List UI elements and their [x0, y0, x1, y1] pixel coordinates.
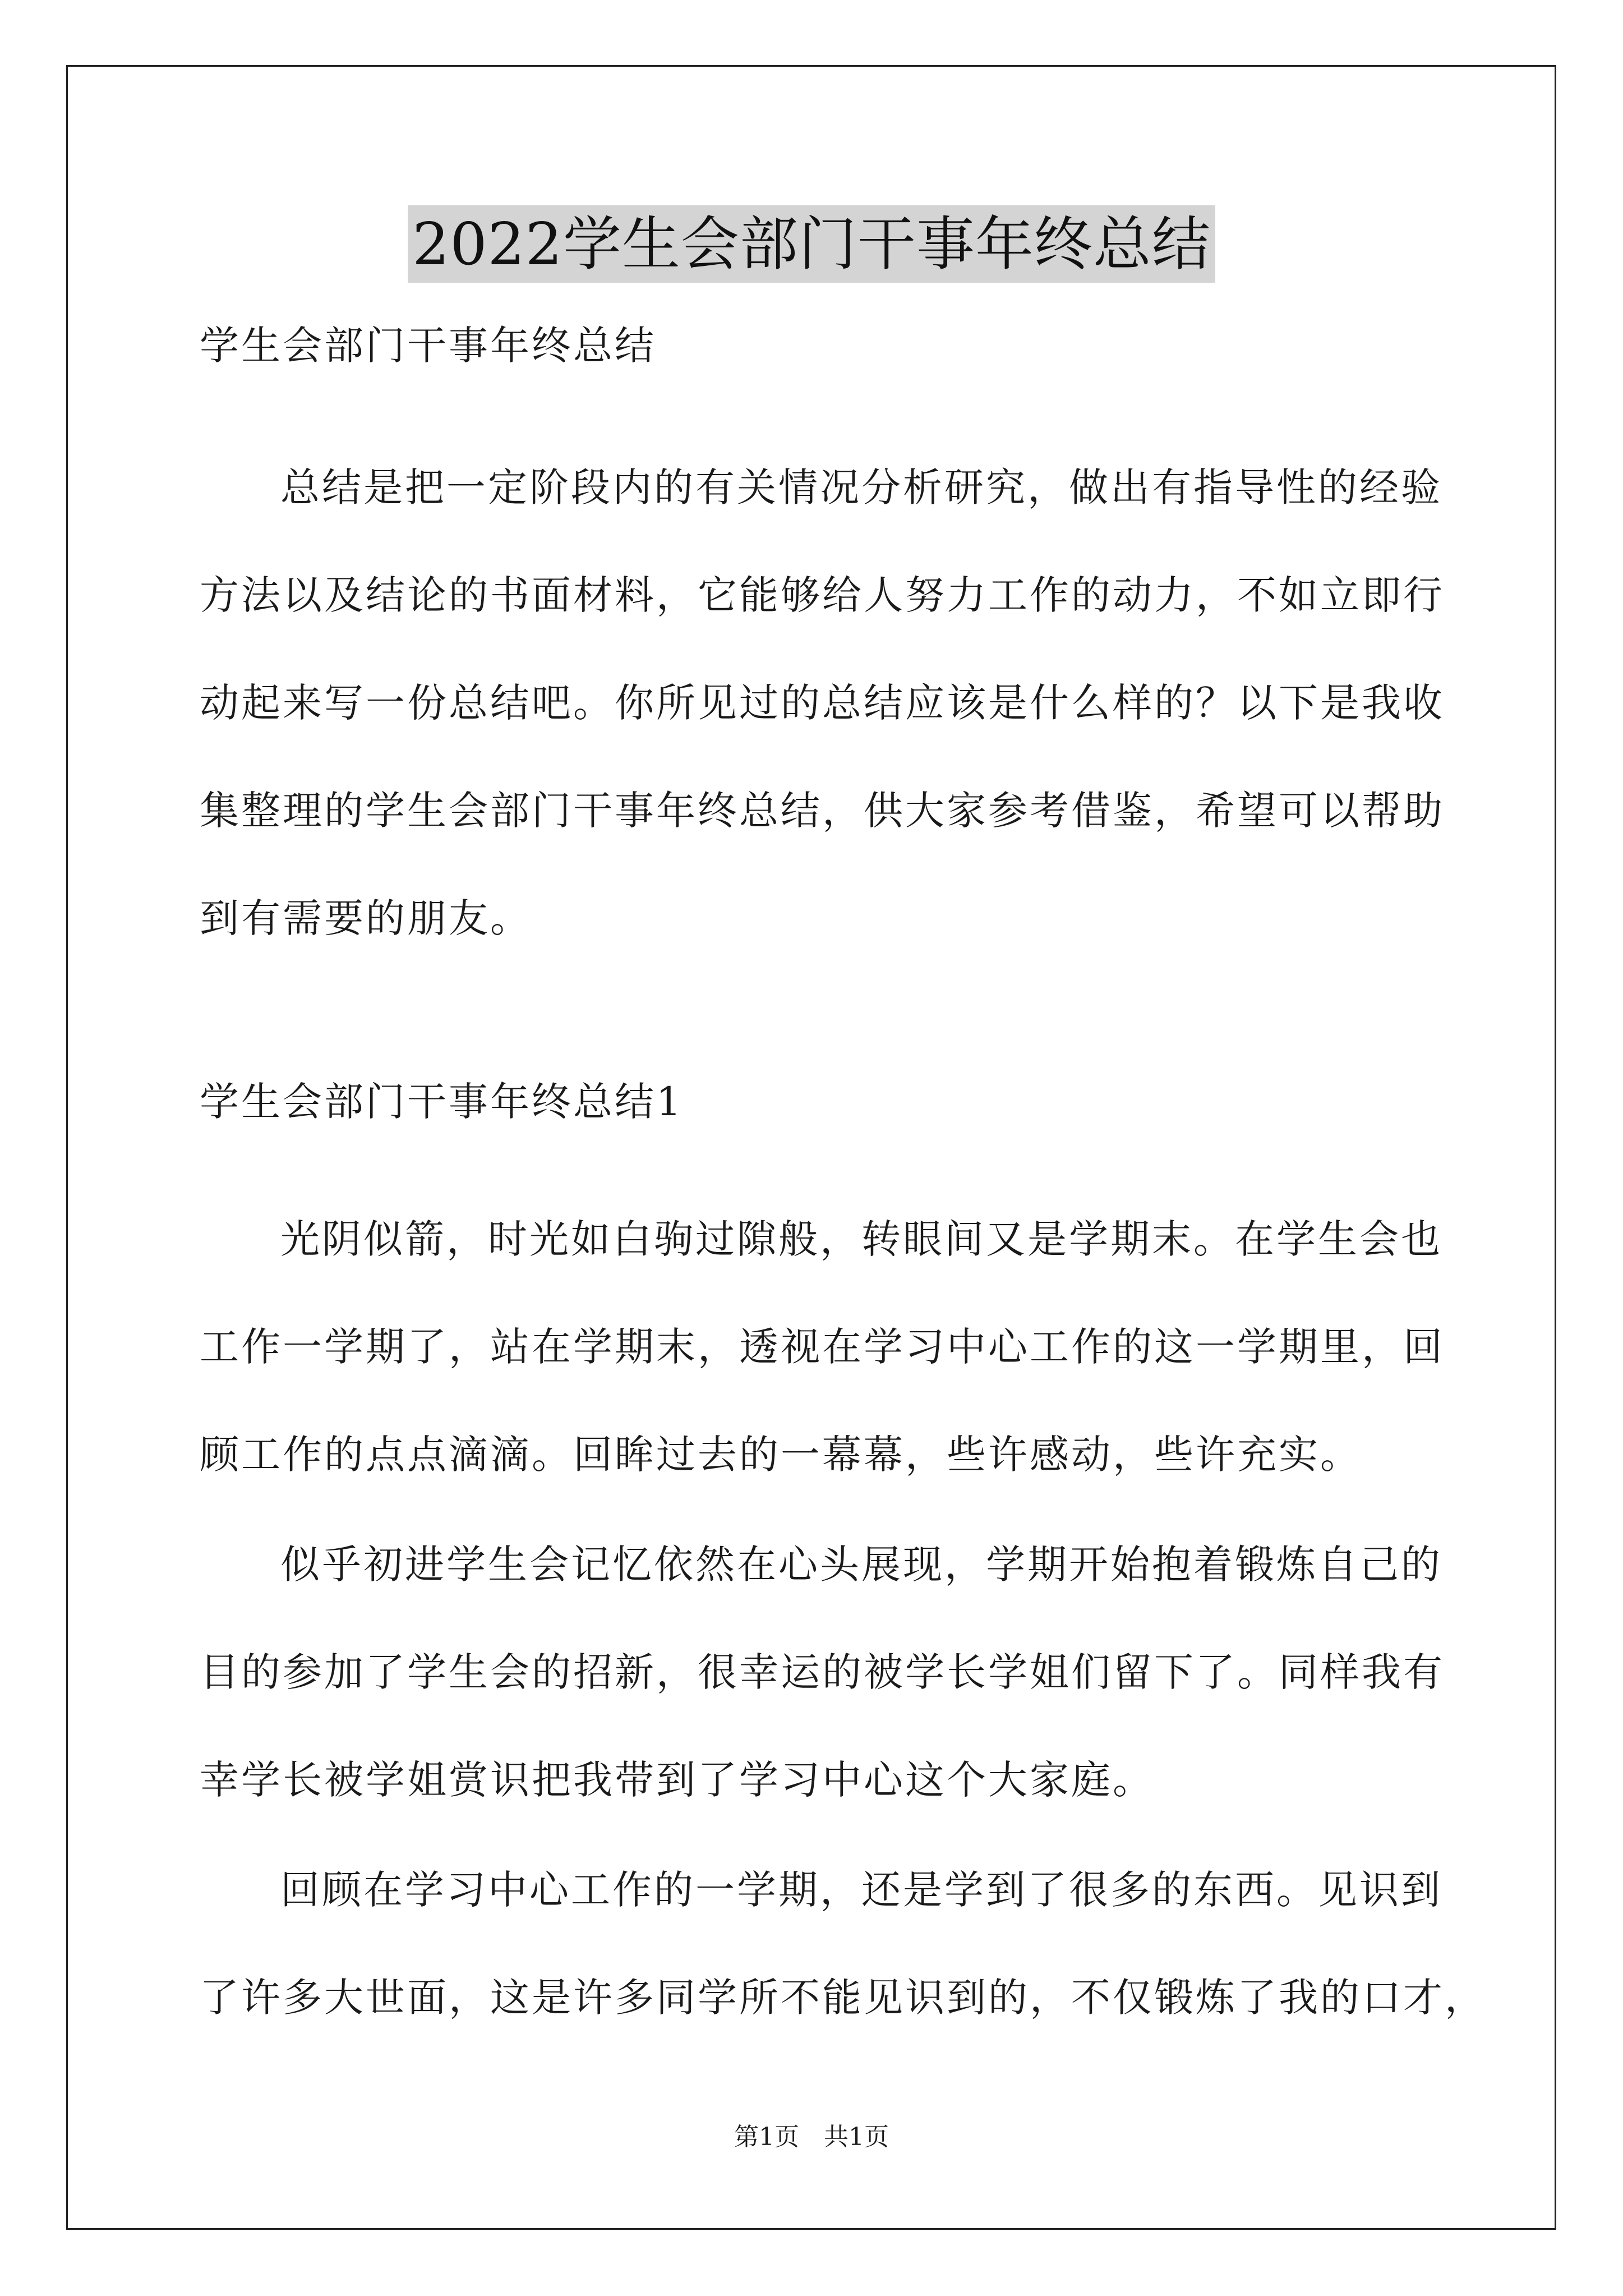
- document-title: 2022学生会部门干事年终总结: [408, 205, 1215, 283]
- page-number-footer: 第1页 共1页: [734, 2123, 889, 2151]
- paragraph-line: 回顾在学习中心工作的一学期，还是学到了很多的东西。见识到: [280, 1867, 1442, 1913]
- document-subtitle: 学生会部门干事年终总结: [200, 323, 656, 369]
- intro-line: 方法以及结论的书面材料，它能够给人努力工作的动力，不如立即行: [200, 572, 1445, 618]
- paragraph-line: 工作一学期了，站在学期末，透视在学习中心工作的这一学期里，回: [200, 1324, 1445, 1370]
- paragraph-line: 似乎初进学生会记忆依然在心头展现，学期开始抱着锻炼自己的: [280, 1542, 1442, 1588]
- paragraph-line: 顾工作的点点滴滴。回眸过去的一幕幕，些许感动，些许充实。: [200, 1432, 1362, 1478]
- paragraph-line: 幸学长被学姐赏识把我带到了学习中心这个大家庭。: [200, 1757, 1154, 1803]
- intro-line: 集整理的学生会部门干事年终总结，供大家参考借鉴，希望可以帮助: [200, 788, 1445, 834]
- paragraph-line: 了许多大世面，这是许多同学所不能见识到的，不仅锻炼了我的口才，: [200, 1975, 1486, 2021]
- paragraph-line: 目的参加了学生会的招新，很幸运的被学长学姐们留下了。同样我有: [200, 1649, 1445, 1695]
- intro-line: 到有需要的朋友。: [200, 895, 532, 941]
- intro-line: 动起来写一份总结吧。你所见过的总结应该是什么样的？以下是我收: [200, 680, 1445, 726]
- title-container: [0, 205, 1623, 283]
- paragraph-line: 光阴似箭，时光如白驹过隙般，转眼间又是学期末。在学生会也: [280, 1216, 1442, 1262]
- section-heading: 学生会部门干事年终总结1: [200, 1079, 684, 1125]
- intro-line: 总结是把一定阶段内的有关情况分析研究，做出有指导性的经验: [280, 464, 1442, 510]
